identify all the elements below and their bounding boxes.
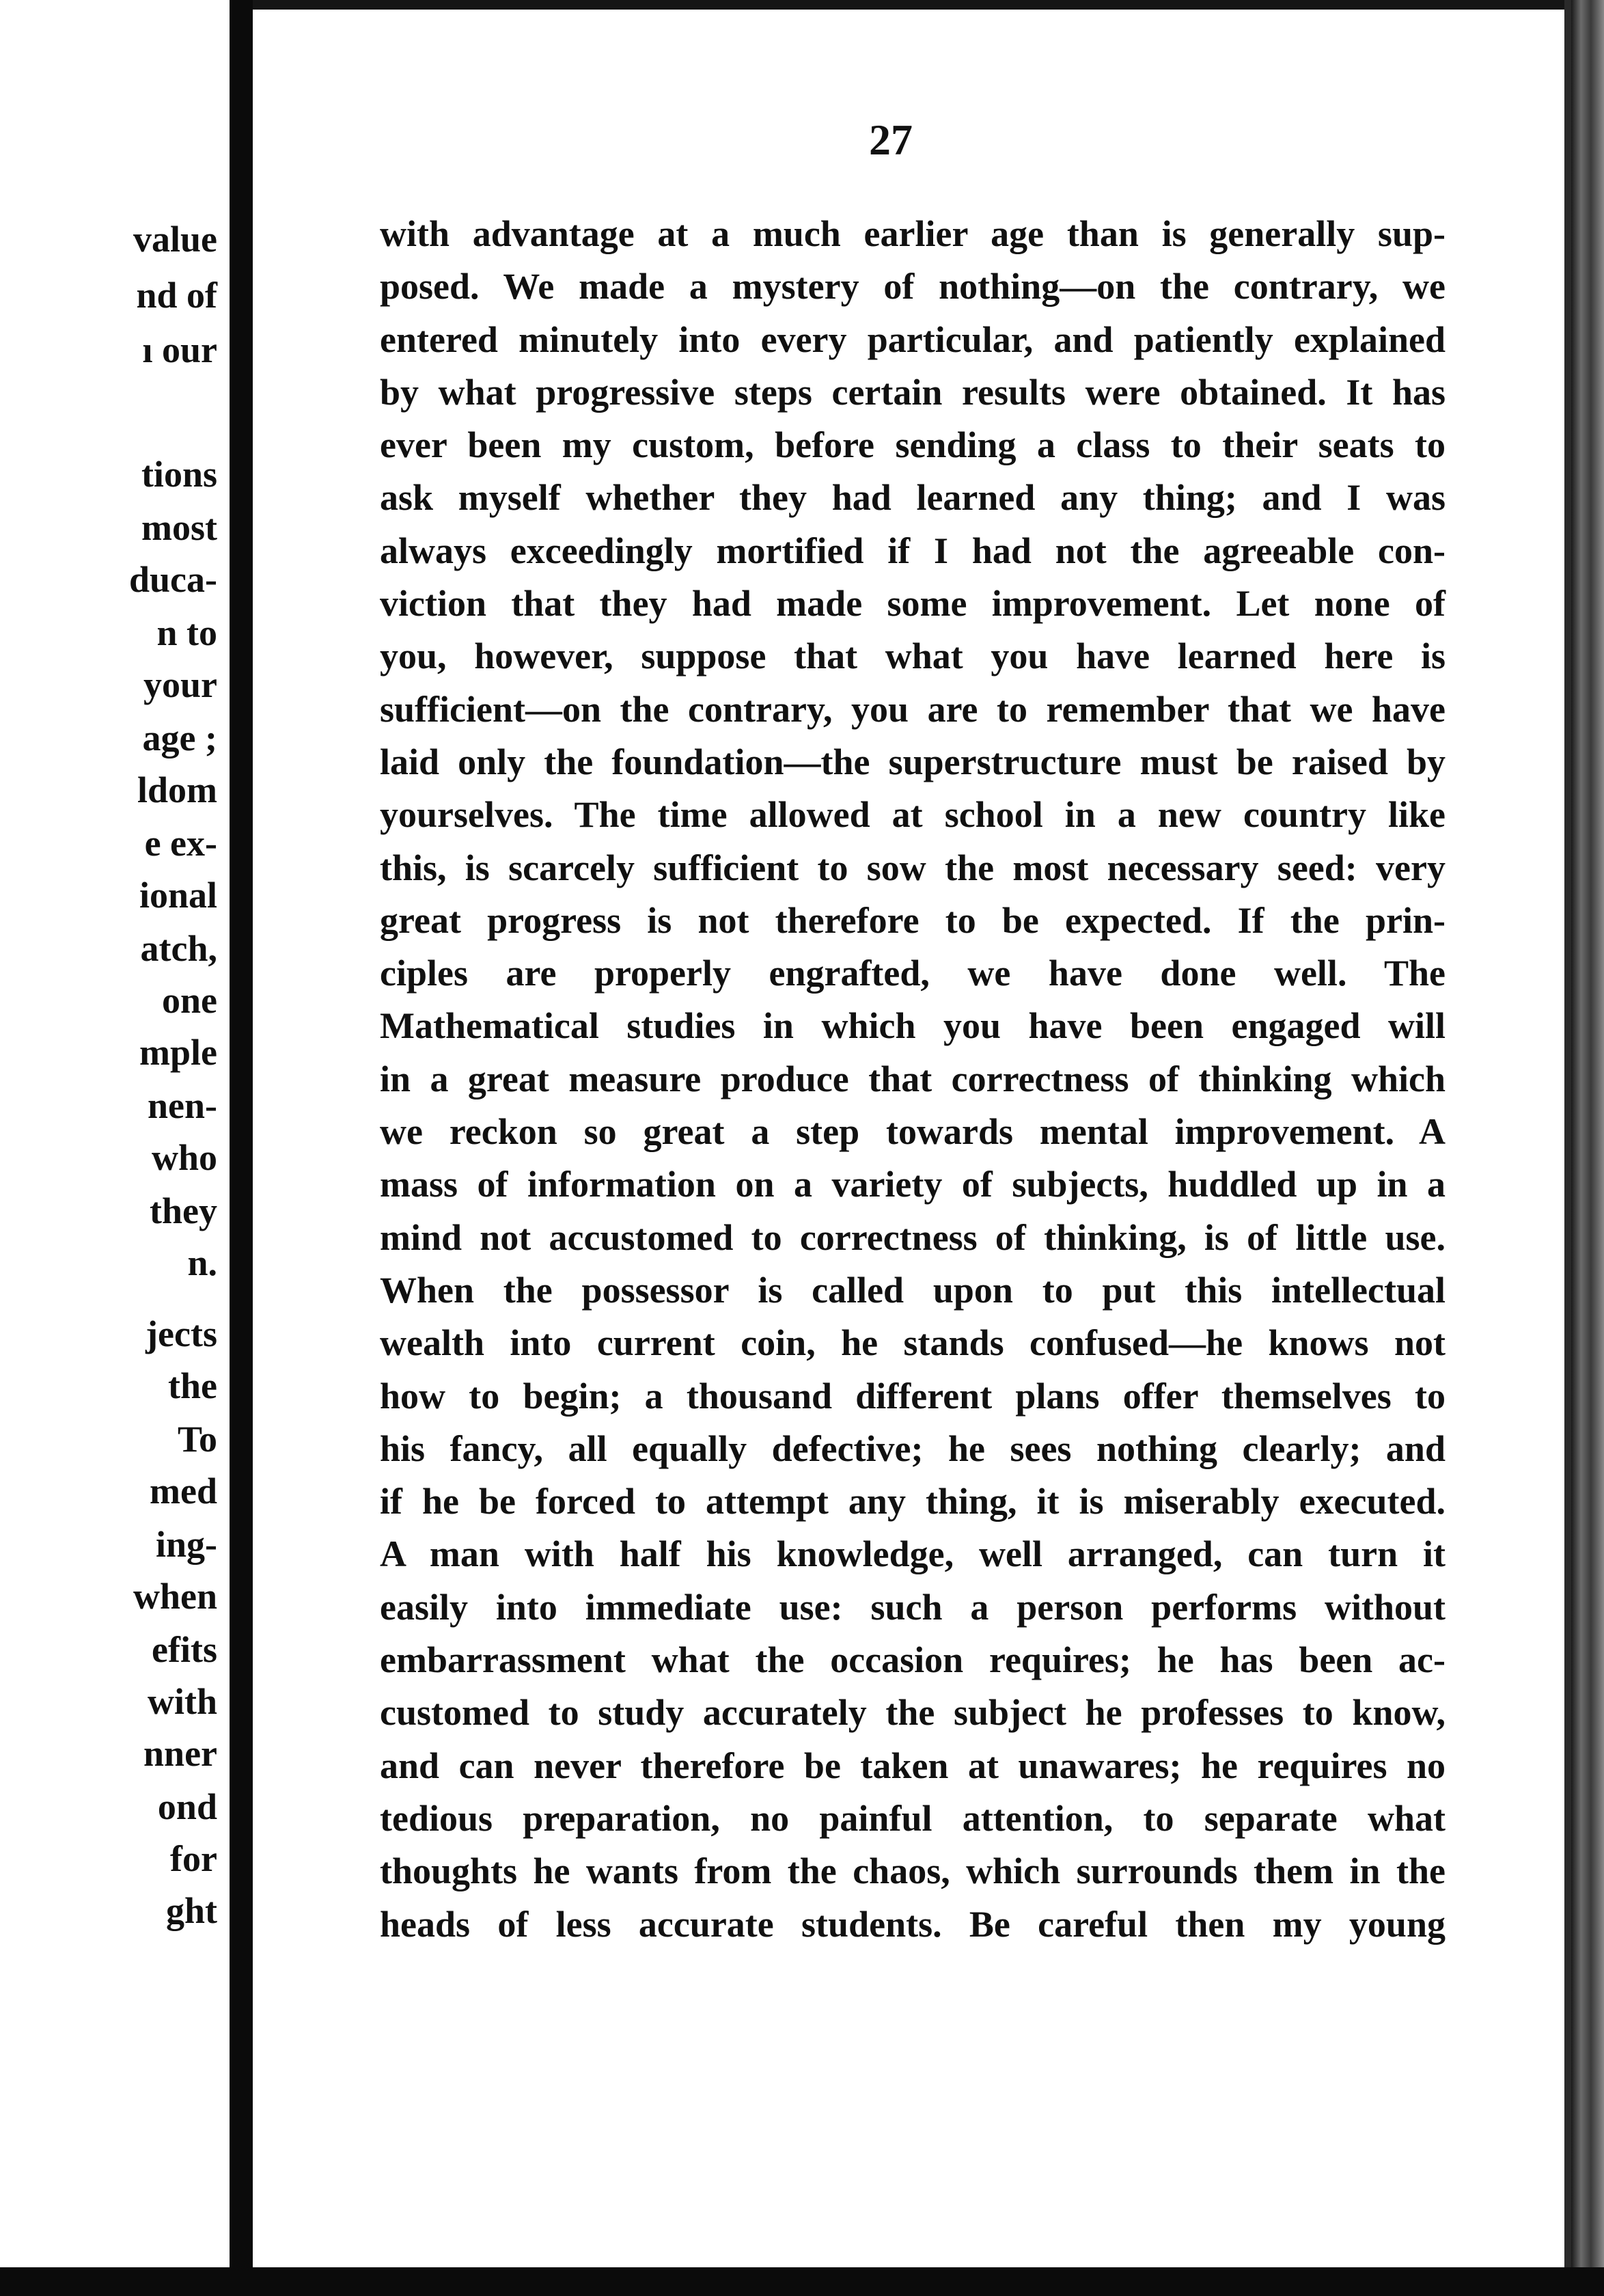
text-line: ever been my custom, before sending a class to their seats to [380, 424, 1446, 466]
text-line: A man with half his knowledge, well arranged, can turn it [380, 1533, 1446, 1575]
page-top-edge [253, 0, 1571, 10]
left-fragment: ond [157, 1786, 217, 1827]
left-fragment: the [168, 1365, 217, 1406]
left-fragment: e ex- [144, 823, 217, 864]
text-line: sufficient—on the contrary, you are to remember that we have [380, 688, 1446, 730]
left-fragment: tions [141, 454, 217, 495]
text-line: mind not accustomed to correctness of thinking, is of little use. [380, 1216, 1446, 1258]
text-line: you, however, suppose that what you have learned here is [380, 636, 1446, 677]
text-line: this, is scarcely sufficient to sow the most necessary seed: very [380, 847, 1446, 888]
left-fragment: who [151, 1137, 217, 1178]
text-line: yourselves. The time allowed at school in a new country like [380, 794, 1446, 836]
text-line: great progress is not therefore to be expected. If the prin- [380, 899, 1446, 941]
text-line: When the possessor is called upon to put this intellectual [380, 1269, 1446, 1311]
text-line: customed to study accurately the subject he professes to know, [380, 1692, 1446, 1734]
text-line: thoughts he wants from the chaos, which surrounds them in the [380, 1850, 1446, 1892]
left-fragment: n to [156, 612, 217, 653]
text-line: ask myself whether they had learned any thing; and I was [380, 477, 1446, 519]
left-fragment: n. [187, 1242, 217, 1283]
page-fore-edge [1571, 0, 1604, 2296]
text-line: in a great measure produce that correctness of thinking which [380, 1058, 1446, 1099]
left-fragment: for [170, 1838, 217, 1879]
text-line: heads of less accurate students. Be careful then my young [380, 1903, 1446, 1945]
left-fragment: nen- [147, 1085, 217, 1126]
left-fragment: efits [152, 1629, 217, 1670]
left-fragment: ldom [137, 769, 217, 810]
left-fragment: they [150, 1190, 217, 1231]
left-fragment: duca- [128, 559, 217, 600]
left-fragment: value [133, 219, 217, 260]
left-fragment: your [143, 664, 217, 705]
left-page-text-fragments [0, 0, 217, 2296]
text-line: posed. We made a mystery of nothing—on the contrary, we [380, 266, 1446, 308]
left-fragment: ing- [155, 1524, 217, 1565]
left-fragment: when [133, 1576, 217, 1617]
left-fragment: age ; [142, 718, 217, 758]
text-line: we reckon so great a step towards mental improvement. A [380, 1111, 1446, 1153]
text-line: laid only the foundation—the superstructure must be raised by [380, 741, 1446, 782]
left-page-edge [0, 0, 230, 2296]
left-fragment: nd of [136, 275, 217, 316]
page-right-border [1564, 0, 1571, 2296]
text-line: viction that they had made some improvement. Let none of [380, 583, 1446, 625]
left-fragment: nner [143, 1733, 217, 1774]
text-line: easily into immediate use: such a person performs without [380, 1586, 1446, 1628]
text-line: Mathematical studies in which you have been engaged will [380, 1005, 1446, 1047]
left-fragment: med [150, 1471, 217, 1512]
book-gutter [230, 0, 253, 2296]
text-line: by what progressive steps certain results were obtained. It has [380, 371, 1446, 413]
left-fragment: most [141, 507, 217, 548]
text-line: ciples are properly engrafted, we have done well. The [380, 953, 1446, 994]
text-line: if he be forced to attempt any thing, it is miserably executed. [380, 1481, 1446, 1522]
left-fragment: mple [139, 1032, 217, 1073]
left-fragment: with [147, 1681, 217, 1722]
text-line: entered minutely into every particular, and patiently explained [380, 318, 1446, 360]
left-fragment: ght [165, 1890, 217, 1931]
text-line: always exceedingly mortified if I had not the agreeable con- [380, 530, 1446, 571]
page-bottom-edge [0, 2267, 1604, 2296]
left-fragment: To [177, 1419, 217, 1460]
left-fragment: atch, [140, 928, 217, 969]
page-number: 27 [869, 115, 913, 164]
text-line: and can never therefore be taken at unawares; he requires no [380, 1745, 1446, 1786]
left-fragment: one [162, 980, 217, 1021]
text-line: tedious preparation, no painful attention, to separate what [380, 1797, 1446, 1839]
text-line: how to begin; a thousand different plans offer themselves to [380, 1375, 1446, 1417]
page-body-text [380, 208, 1446, 1951]
left-fragment: jects [146, 1313, 217, 1354]
left-fragment: ional [139, 875, 217, 916]
text-line: mass of information on a variety of subjects, huddled up in a [380, 1164, 1446, 1205]
text-line: embarrassment what the occasion requires; he has been ac- [380, 1639, 1446, 1681]
text-line: his fancy, all equally defective; he sees nothing clearly; and [380, 1427, 1446, 1469]
text-line: with advantage at a much earlier age than is generally sup- [380, 213, 1446, 254]
text-line: wealth into current coin, he stands confused—he knows not [380, 1322, 1446, 1364]
left-fragment: ı our [142, 329, 217, 370]
